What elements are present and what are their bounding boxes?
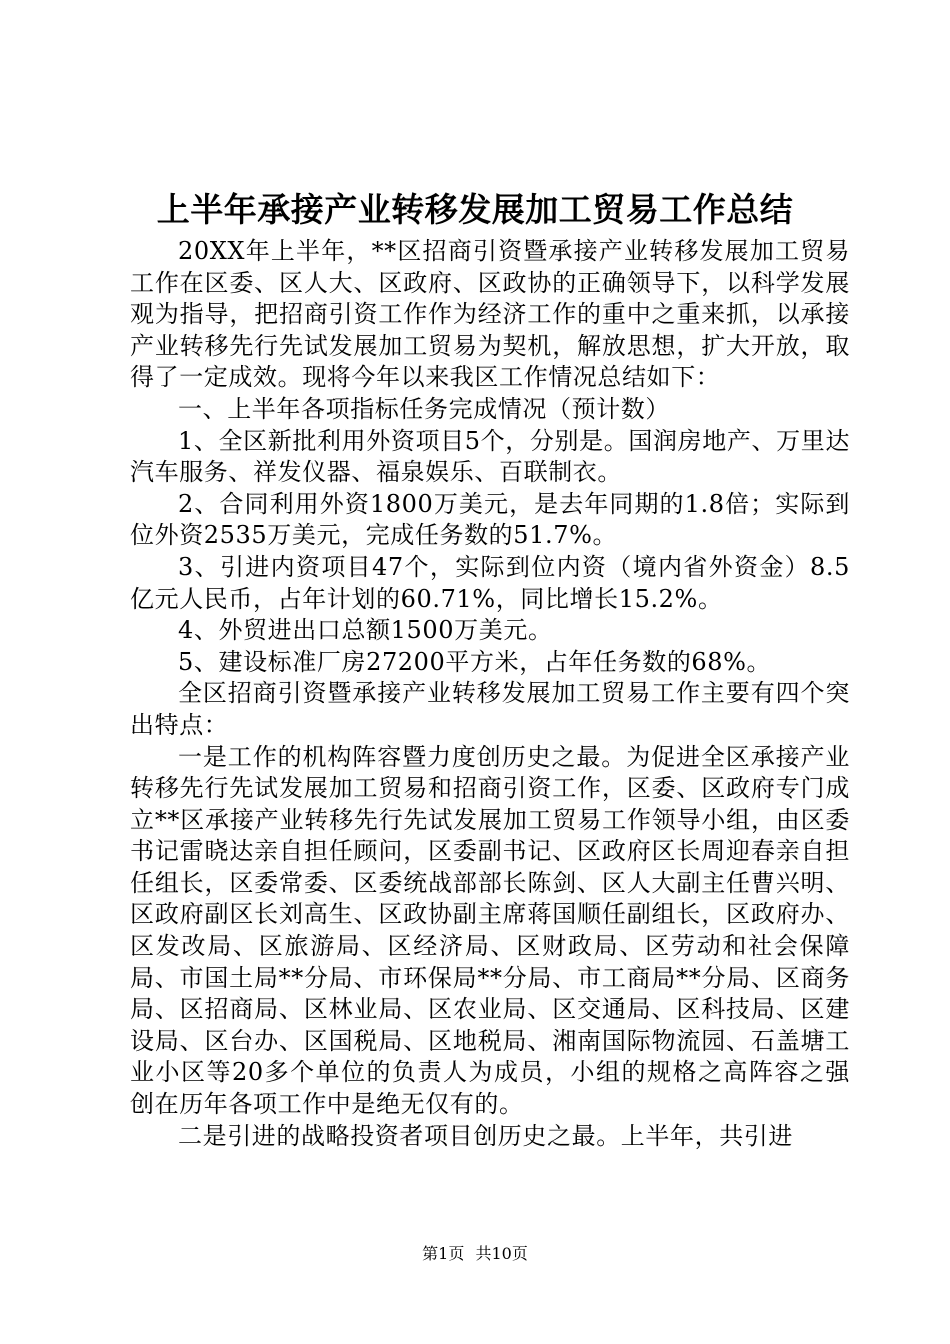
- paragraph-features-intro: 全区招商引资暨承接产业转移发展加工贸易工作主要有四个突出特点：: [130, 679, 850, 739]
- list-item-4: 4、外贸进出口总额1500万美元。: [178, 616, 553, 645]
- page-total: 共10页: [475, 1244, 528, 1263]
- document-body: [130, 236, 850, 1152]
- list-item-1: 1、全区新批利用外资项目5个，分别是。国润房地产、万里达汽车服务、祥发仪器、福泉娱乐、百联制衣。: [130, 426, 850, 487]
- paragraph-intro: 20XX年上半年，**区招商引资暨承接产业转移发展加工贸易工作在区委、区人大、区政府、区政协的正确领导下，以科学发展观为指导，把招商引资工作作为经济工作的重中之重来抓，以承接产业转移先行先试发展加工贸易为契机，解放思想，扩大开放，取得了一定成效。现将今年以来我区工作情况总结如下：: [130, 237, 850, 392]
- page-number: 第1页: [422, 1244, 465, 1263]
- document-title: 上半年承接产业转移发展加工贸易工作总结: [156, 190, 794, 229]
- list-item-3: 3、引进内资项目47个，实际到位内资（境内省外资金）8.5亿元人民币，占年计划的60.71%，同比增长15.2%。: [130, 552, 850, 613]
- section-heading-1: 一、上半年各项指标任务完成情况（预计数）: [178, 394, 670, 423]
- list-item-5: 5、建设标准厂房27200平方米，占年任务数的68%。: [178, 647, 772, 676]
- paragraph-feature-1: 一是工作的机构阵容暨力度创历史之最。为促进全区承接产业转移先行先试发展加工贸易和招商引资工作，区委、区政府专门成立**区承接产业转移先行先试发展加工贸易工作领导小组，由区委书记雷晓达亲自担任顾问，区委副书记、区政府区长周迎春亲自担任组长，区委常委、区委统战部部长陈剑、区人大副主任曹兴明、区政府副区长刘高生、区政协副主席蒋国顺任副组长，区政府办、区发改局、区旅游局、区经济局、区财政局、区劳动和社会保障局、市国土局**分局、市环保局**分局、市工商局**分局、区商务局、区招商局、区林业局、区农业局、区交通局、区科技局、区建设局、区台办、区国税局、区地税局、湘南国际物流园、石盖塘工业小区等20多个单位的负责人为成员，小组的规格之高阵容之强创在历年各项工作中是绝无仅有的。: [130, 742, 850, 1119]
- paragraph-feature-2: 二是引进的战略投资者项目创历史之最。上半年，共引进: [178, 1121, 793, 1150]
- page-footer: [0, 1243, 950, 1265]
- list-item-2: 2、合同利用外资1800万美元，是去年同期的1.8倍；实际到位外资2535万美元，完成任务数的51.7%。: [130, 489, 850, 550]
